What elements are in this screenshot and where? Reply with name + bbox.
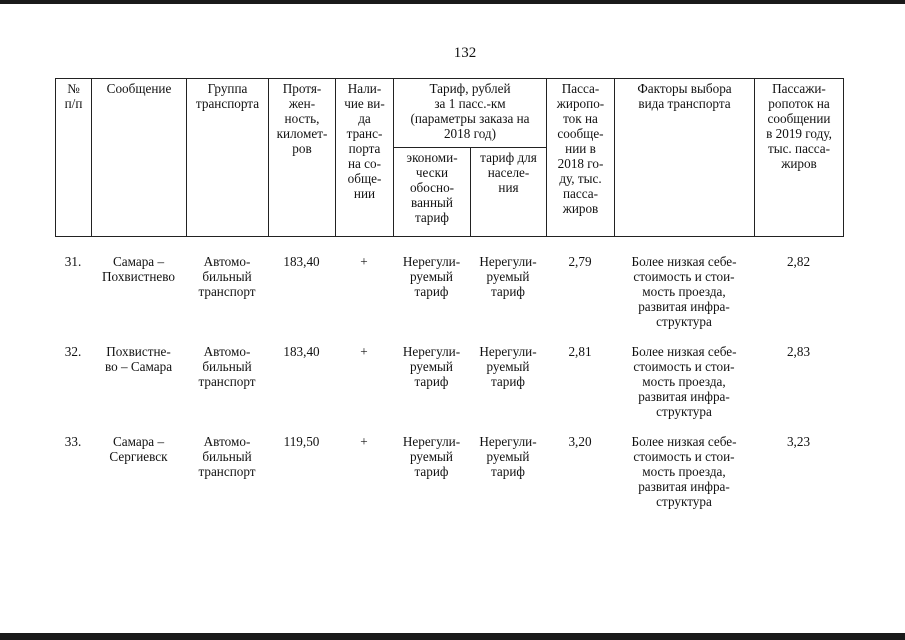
row-tariff-economic: Нерегули- руемый тариф <box>402 344 461 389</box>
row-flow-2018: 2,81 <box>568 344 592 359</box>
row-num: 31. <box>64 254 82 269</box>
row-availability: + <box>360 254 368 269</box>
row-factors: Более низкая себе- стоимость и стои- мость проезда, развитая инфра- структура <box>631 344 737 419</box>
row-length: 119,50 <box>283 434 320 449</box>
table-row <box>55 432 843 526</box>
row-flow-2018: 2,79 <box>568 254 592 269</box>
row-flow-2019: 2,83 <box>786 344 811 359</box>
header-tariff-population: тариф для населе- ния <box>471 148 547 237</box>
header-tariff: Тариф, рублей за 1 пасс.-км (параметры заказа на 2018 год) <box>394 79 547 148</box>
header-tariff-economic: экономи- чески обосно- ванный тариф <box>394 148 471 237</box>
scan-top-border <box>0 0 905 4</box>
row-availability: + <box>360 344 368 359</box>
header-availability: Нали- чие ви- да транс- порта на со- обще- нии <box>336 79 394 237</box>
header-flow-2018: Пасса- жиропо- ток на сообще- нии в 2018 го- ду, тыс. пасса- жиров <box>547 79 615 237</box>
row-tariff-population: Нерегули- руемый тариф <box>479 434 537 479</box>
row-flow-2019: 2,82 <box>786 254 811 269</box>
row-transport-group: Автомо- бильный транспорт <box>198 434 256 479</box>
row-factors: Более низкая себе- стоимость и стои- мость проезда, развитая инфра- структура <box>631 254 737 329</box>
row-flow-2019: 3,23 <box>786 434 811 449</box>
row-factors: Более низкая себе- стоимость и стои- мость проезда, развитая инфра- структура <box>631 434 737 509</box>
table-header <box>55 78 844 237</box>
row-transport-group: Автомо- бильный транспорт <box>198 344 256 389</box>
header-transport-group: Группа транспорта <box>187 79 269 237</box>
row-length: 183,40 <box>283 344 320 359</box>
row-tariff-population: Нерегули- руемый тариф <box>479 344 537 389</box>
page-number: 132 <box>453 45 477 61</box>
row-flow-2018: 3,20 <box>568 434 592 449</box>
header-length: Протя- жен- ность, километ- ров <box>269 79 336 237</box>
row-transport-group: Автомо- бильный транспорт <box>198 254 256 299</box>
row-route: Похвистне- во – Самара <box>104 344 173 374</box>
header-factors: Факторы выбора вида транспорта <box>615 79 755 237</box>
row-route: Самара – Сергиевск <box>109 434 168 464</box>
table-body <box>55 252 843 526</box>
header-flow-2019: Пассажи- ропоток на сообщении в 2019 году, тыс. пасса- жиров <box>755 79 844 237</box>
row-num: 33. <box>64 434 82 449</box>
row-tariff-economic: Нерегули- руемый тариф <box>402 434 461 479</box>
table-row <box>55 252 843 342</box>
row-tariff-economic: Нерегули- руемый тариф <box>402 254 461 299</box>
row-availability: + <box>360 434 368 449</box>
table-row <box>55 342 843 432</box>
header-num: № п/п <box>56 79 92 237</box>
scan-bottom-border <box>0 633 905 640</box>
row-length: 183,40 <box>283 254 320 269</box>
row-tariff-population: Нерегули- руемый тариф <box>479 254 537 299</box>
row-route: Самара – Похвистнево <box>102 254 175 284</box>
header-route: Сообщение <box>92 79 187 237</box>
row-num: 32. <box>64 344 82 359</box>
